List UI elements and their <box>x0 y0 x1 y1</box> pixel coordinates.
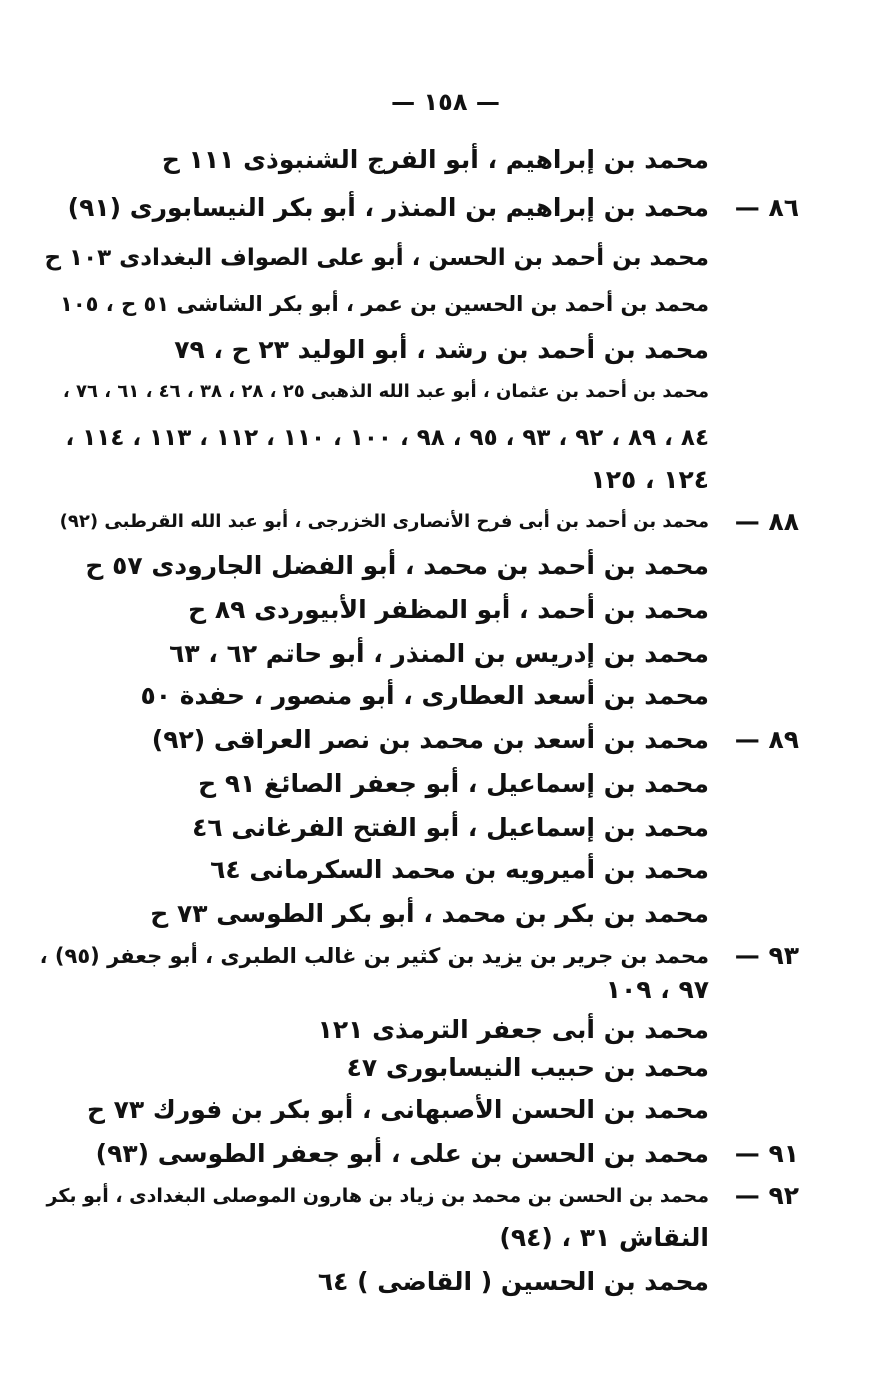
index-line: محمد بن حبيب النيسابورى ٤٧ <box>346 1053 709 1082</box>
index-line: محمد بن إسماعيل ، أبو الفتح الفرغانى ٤٦ <box>192 813 709 842</box>
index-line: محمد بن أسعد العطارى ، أبو منصور ، حفدة ٥٠ <box>140 681 709 710</box>
page-number: — ١٥٨ — <box>391 88 500 116</box>
index-line: محمد بن الحسن بن على ، أبو جعفر الطوسى (٩٣) <box>95 1139 709 1168</box>
index-line: محمد بن إبراهيم بن المنذر ، أبو بكر النيسابورى (٩١) <box>67 193 709 222</box>
index-line: محمد بن أبى جعفر الترمذى ١٢١ <box>317 1015 709 1044</box>
index-line: محمد بن جرير بن يزيد بن كثير بن غالب الطبرى ، أبو جعفر (٩٥) ، <box>39 944 709 968</box>
index-line: محمد بن أسعد بن محمد بن نصر العراقى (٩٢) <box>151 725 709 754</box>
index-line: محمد بن إبراهيم ، أبو الفرج الشنبوذى ١١١ ح <box>161 145 709 174</box>
index-line: محمد بن أحمد بن عثمان ، أبو عبد الله الذهبى ٢٥ ، ٢٨ ، ٣٨ ، ٤٦ ، ٦١ ، ٧٦ ، <box>62 381 709 402</box>
entry-number: ٨٨ — <box>734 507 799 536</box>
index-line: محمد بن أحمد بن الحسن ، أبو على الصواف البغدادى ١٠٣ ح <box>44 245 709 271</box>
entry-number: ٨٩ — <box>734 725 799 754</box>
index-line: محمد بن أميرويه بن محمد السكرمانى ٦٤ <box>210 855 709 884</box>
entry-number: ٩١ — <box>734 1139 799 1168</box>
index-line: محمد بن الحسن بن محمد بن زياد بن هارون الموصلى البغدادى ، أبو بكر <box>46 1185 709 1207</box>
entry-number: ٩٢ — <box>734 1181 799 1210</box>
index-line: ٨٤ ، ٨٩ ، ٩٢ ، ٩٣ ، ٩٥ ، ٩٨ ، ١٠٠ ، ١١٠ ، ١١٢ ، ١١٣ ، ١١٤ ، <box>65 425 709 451</box>
index-line: محمد بن أحمد بن الحسين بن عمر ، أبو بكر الشاشى ٥١ ح ، ١٠٥ <box>60 292 709 316</box>
index-line: محمد بن أحمد بن محمد ، أبو الفضل الجارودى ٥٧ ح <box>85 551 709 580</box>
index-line: محمد بن أحمد بن رشد ، أبو الوليد ٢٣ ح ، ٧٩ <box>174 335 709 364</box>
index-line: محمد بن بكر بن محمد ، أبو بكر الطوسى ٧٣ ح <box>150 899 709 928</box>
index-line: محمد بن أحمد بن أبى فرح الأنصارى الخزرجى ، أبو عبد الله القرطبى (٩٢) <box>59 511 709 532</box>
index-line: محمد بن أحمد ، أبو المظفر الأبيوردى ٨٩ ح <box>188 595 709 624</box>
index-line: محمد بن الحسين ( القاضى ) ٦٤ <box>317 1267 709 1296</box>
entry-number: ٩٣ — <box>734 941 799 970</box>
index-line: ١٢٤ ، ١٢٥ <box>590 465 709 494</box>
entry-number: ٨٦ — <box>734 193 799 222</box>
index-line: محمد بن الحسن الأصبهانى ، أبو بكر بن فورك ٧٣ ح <box>86 1095 709 1124</box>
index-line: محمد بن إسماعيل ، أبو جعفر الصائغ ٩١ ح <box>198 769 709 798</box>
index-line: ٩٧ ، ١٠٩ <box>605 975 709 1004</box>
index-line: النقاش ٣١ ، (٩٤) <box>499 1223 709 1252</box>
index-line: محمد بن إدريس بن المنذر ، أبو حاتم ٦٢ ، ٦٣ <box>169 639 709 668</box>
